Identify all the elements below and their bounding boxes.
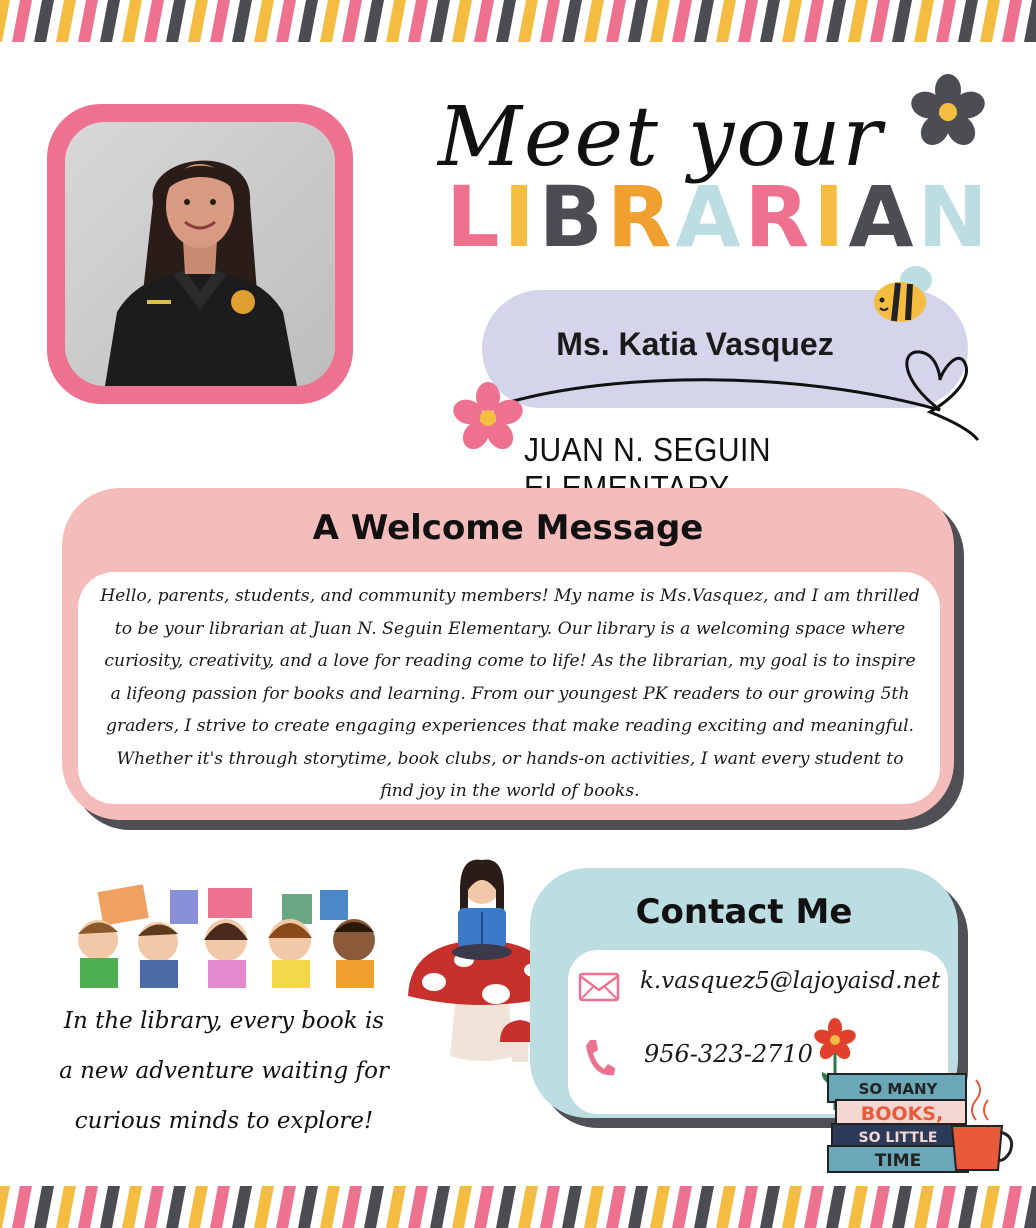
stripe <box>892 0 912 42</box>
stripe <box>188 1186 208 1228</box>
stripe <box>1002 1186 1022 1228</box>
stripe <box>12 1186 32 1228</box>
stripe <box>518 0 538 42</box>
stripe <box>276 0 296 42</box>
stripe <box>936 0 956 42</box>
stripe <box>496 0 516 42</box>
stripe <box>892 1186 912 1228</box>
stripe <box>826 0 846 42</box>
stripe <box>34 0 54 42</box>
bottom-stripe-border <box>0 1186 1036 1228</box>
phone-link[interactable]: 956-323-2710 <box>644 1040 813 1068</box>
stripe <box>606 1186 626 1228</box>
stripe <box>34 1186 54 1228</box>
stripe <box>232 0 252 42</box>
stripe <box>56 1186 76 1228</box>
stripe <box>430 0 450 42</box>
librarian-photo <box>65 122 335 386</box>
envelope-icon <box>578 972 620 1002</box>
stripe <box>122 0 142 42</box>
stripe <box>254 1186 274 1228</box>
stripe <box>606 0 626 42</box>
stripe <box>562 1186 582 1228</box>
bee-icon <box>870 262 940 326</box>
flower-icon <box>446 380 530 458</box>
stripe <box>276 1186 296 1228</box>
stripe <box>518 1186 538 1228</box>
stripe <box>980 1186 1000 1228</box>
stripe <box>958 1186 978 1228</box>
stripe <box>210 0 230 42</box>
stripe <box>78 0 98 42</box>
kids-reading-illustration <box>58 884 392 988</box>
stripe <box>804 0 824 42</box>
school-name: JUAN N. SEGUIN <box>524 432 772 469</box>
stripe <box>1024 0 1036 42</box>
title-letter: R <box>606 168 676 266</box>
stripe <box>870 0 890 42</box>
stripe <box>980 0 1000 42</box>
stripe <box>56 0 76 42</box>
badge-line-1: SO MANY <box>858 1080 938 1098</box>
stripe <box>144 1186 164 1228</box>
stripe <box>760 1186 780 1228</box>
stripe <box>166 0 186 42</box>
stripe <box>738 1186 758 1228</box>
stripe <box>320 1186 340 1228</box>
stripe <box>144 0 164 42</box>
badge-line-3: SO LITTLE <box>858 1130 938 1146</box>
stripe <box>716 1186 736 1228</box>
stripe <box>452 1186 472 1228</box>
stripe <box>848 1186 868 1228</box>
stripe <box>914 0 934 42</box>
title-letter: L <box>446 168 504 266</box>
contact-title: Contact Me <box>635 892 853 932</box>
flower-icon <box>906 72 990 152</box>
page-title-librarian <box>446 168 992 266</box>
email-link[interactable]: k.vasquez5@lajoyaisd.net <box>640 968 941 994</box>
stripe <box>166 1186 186 1228</box>
stripe <box>1024 1186 1036 1228</box>
page-title-script: Meet your <box>438 90 884 185</box>
stripe <box>342 0 362 42</box>
stripe <box>540 0 560 42</box>
stripe <box>122 1186 142 1228</box>
stripe <box>232 1186 252 1228</box>
stripe <box>254 0 274 42</box>
stripe <box>782 0 802 42</box>
stripe <box>672 0 692 42</box>
title-letter: N <box>917 168 992 266</box>
title-letter: I <box>503 168 539 266</box>
stripe <box>584 1186 604 1228</box>
librarian-photo-frame <box>47 104 353 404</box>
heart-icon <box>490 340 980 444</box>
stripe <box>1002 0 1022 42</box>
top-stripe-border <box>0 0 1036 42</box>
stripe <box>474 0 494 42</box>
stripe <box>584 0 604 42</box>
stripe <box>474 1186 494 1228</box>
stripe <box>78 1186 98 1228</box>
library-quote <box>50 996 398 1146</box>
phone-icon <box>584 1038 616 1078</box>
stripe <box>628 0 648 42</box>
stripe <box>430 1186 450 1228</box>
quote-line-1: In the library, every book is <box>63 1008 385 1034</box>
badge-line-2: BOOKS, <box>860 1103 944 1125</box>
stripe <box>848 0 868 42</box>
stripe <box>386 1186 406 1228</box>
welcome-message: Hello, parents, students, and community members! My name is Ms.Vasquez, and I am thrilled to be your librarian at Juan N. Seguin Elementary. Our library is a welcoming space where curiosity, creativity, and a love for reading come to life! As the librarian, my goal is to inspire a lifeong passion for books and learning. From our youngest PK readers to our growing 5th graders, I strive to create engaging experiences that make reading exciting and meaningful. Whether it's through storytime, book clubs, or hands-on activities, I want every student to find joy in the world of books. <box>100 586 920 801</box>
stripe <box>210 1186 230 1228</box>
title-letter: B <box>538 168 607 266</box>
stripe <box>958 0 978 42</box>
stripe <box>408 0 428 42</box>
stripe <box>342 1186 362 1228</box>
welcome-title: A Welcome Message <box>312 508 704 548</box>
badge-line-4: TIME <box>874 1151 922 1171</box>
stripe <box>628 1186 648 1228</box>
stripe <box>936 1186 956 1228</box>
stripe <box>298 0 318 42</box>
stripe <box>914 1186 934 1228</box>
stripe <box>100 0 120 42</box>
stripe <box>650 0 670 42</box>
title-letter: A <box>848 168 918 266</box>
title-letter: I <box>813 168 849 266</box>
stripe <box>672 1186 692 1228</box>
stripe <box>452 0 472 42</box>
stripe <box>694 0 714 42</box>
stripe <box>870 1186 890 1228</box>
stripe <box>826 1186 846 1228</box>
quote-line-2: a new adventure waiting for <box>59 1058 389 1084</box>
stripe <box>408 1186 428 1228</box>
librarian-name: Ms. Katia Vasquez <box>556 326 834 362</box>
stripe <box>0 0 10 42</box>
stripe <box>694 1186 714 1228</box>
title-letter: A <box>675 168 745 266</box>
stripe <box>782 1186 802 1228</box>
stripe <box>364 0 384 42</box>
books-badge <box>826 1070 1016 1176</box>
stripe <box>738 0 758 42</box>
stripe <box>298 1186 318 1228</box>
quote-line-3: curious minds to explore! <box>74 1108 374 1134</box>
stripe <box>12 0 32 42</box>
stripe <box>716 0 736 42</box>
stripe <box>0 1186 10 1228</box>
stripe <box>760 0 780 42</box>
stripe <box>188 0 208 42</box>
stripe <box>100 1186 120 1228</box>
title-letter: R <box>744 168 814 266</box>
stripe <box>562 0 582 42</box>
stripe <box>540 1186 560 1228</box>
stripe <box>364 1186 384 1228</box>
stripe <box>386 0 406 42</box>
stripe <box>496 1186 516 1228</box>
stripe <box>650 1186 670 1228</box>
stripe <box>804 1186 824 1228</box>
stripe <box>320 0 340 42</box>
